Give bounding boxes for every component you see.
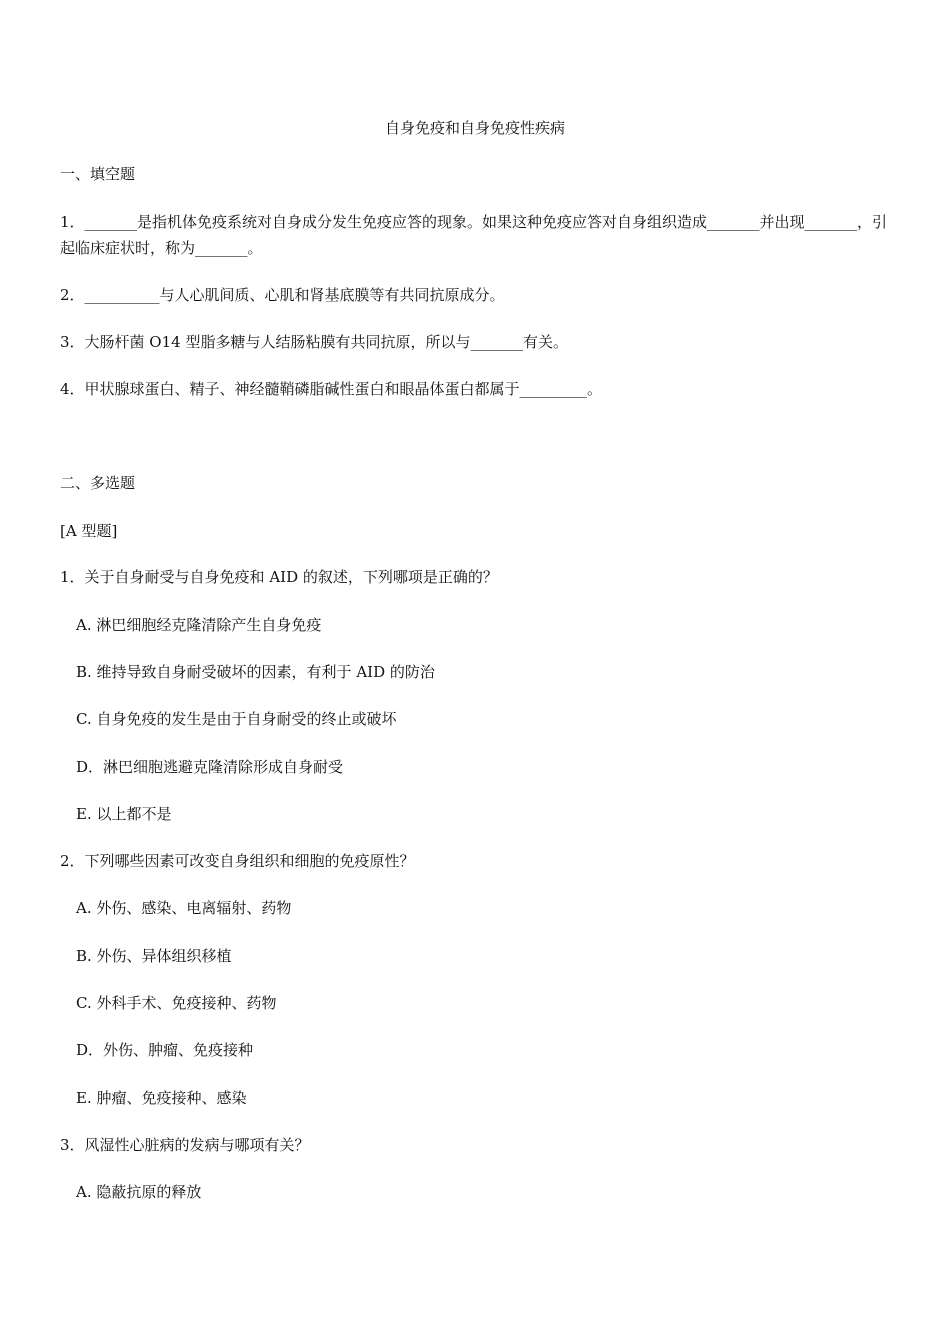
mc-question-1-stem: 1．关于自身耐受与自身免疫和 AID 的叙述，下列哪项是正确的？ [60,568,498,586]
mc-question-2-option-d: D．外伤、肿瘤、免疫接种 [76,1041,254,1059]
document-title: 自身免疫和自身免疫性疾病 [384,119,565,137]
mc-question-2-stem: 2．下列哪些因素可改变自身组织和细胞的免疫原性？ [60,852,415,870]
mc-question-1-option-c: C. 自身免疫的发生是由于自身耐受的终止或破坏 [76,710,397,728]
mc-question-1-option-e: E. 以上都不是 [76,805,172,823]
section-heading-fill-blank: 一、填空题 [60,165,136,183]
fill-blank-question-2: 2．__________与人心肌间质、心肌和肾基底膜等有共同抗原成分。 [60,286,505,304]
question-type-label: [A 型题] [60,522,118,540]
section-heading-multiple-choice: 二、多选题 [60,474,136,492]
fill-blank-question-4: 4．甲状腺球蛋白、精子、神经髓鞘磷脂碱性蛋白和眼晶体蛋白都属于_________。 [60,380,603,398]
mc-question-3-stem: 3．风湿性心脏病的发病与哪项有关？ [60,1136,310,1154]
mc-question-3-option-a: A. 隐蔽抗原的释放 [76,1183,202,1201]
mc-question-2-option-a: A. 外伤、感染、电离辐射、药物 [76,899,292,917]
mc-question-1-option-a: A. 淋巴细胞经克隆清除产生自身免疫 [76,616,322,634]
fill-blank-question-3: 3．大肠杆菌 O14 型脂多糖与人结肠粘膜有共同抗原，所以与_______有关。 [60,333,568,351]
mc-question-2-option-e: E. 肿瘤、免疫接种、感染 [76,1089,247,1107]
mc-question-1-option-d: D．淋巴细胞逃避克隆清除形成自身耐受 [76,758,344,776]
mc-question-1-option-b: B. 维持导致自身耐受破坏的因素，有利于 AID 的防治 [76,663,435,681]
mc-question-2-option-b: B. 外伤、异体组织移植 [76,947,232,965]
mc-question-2-option-c: C. 外科手术、免疫接种、药物 [76,994,277,1012]
fill-blank-question-1: 1．_______是指机体免疫系统对自身成分发生免疫应答的现象。如果这种免疫应答对自身组织造成_______并出现_______，引起临床症状时，称为_______。 [60,213,888,257]
